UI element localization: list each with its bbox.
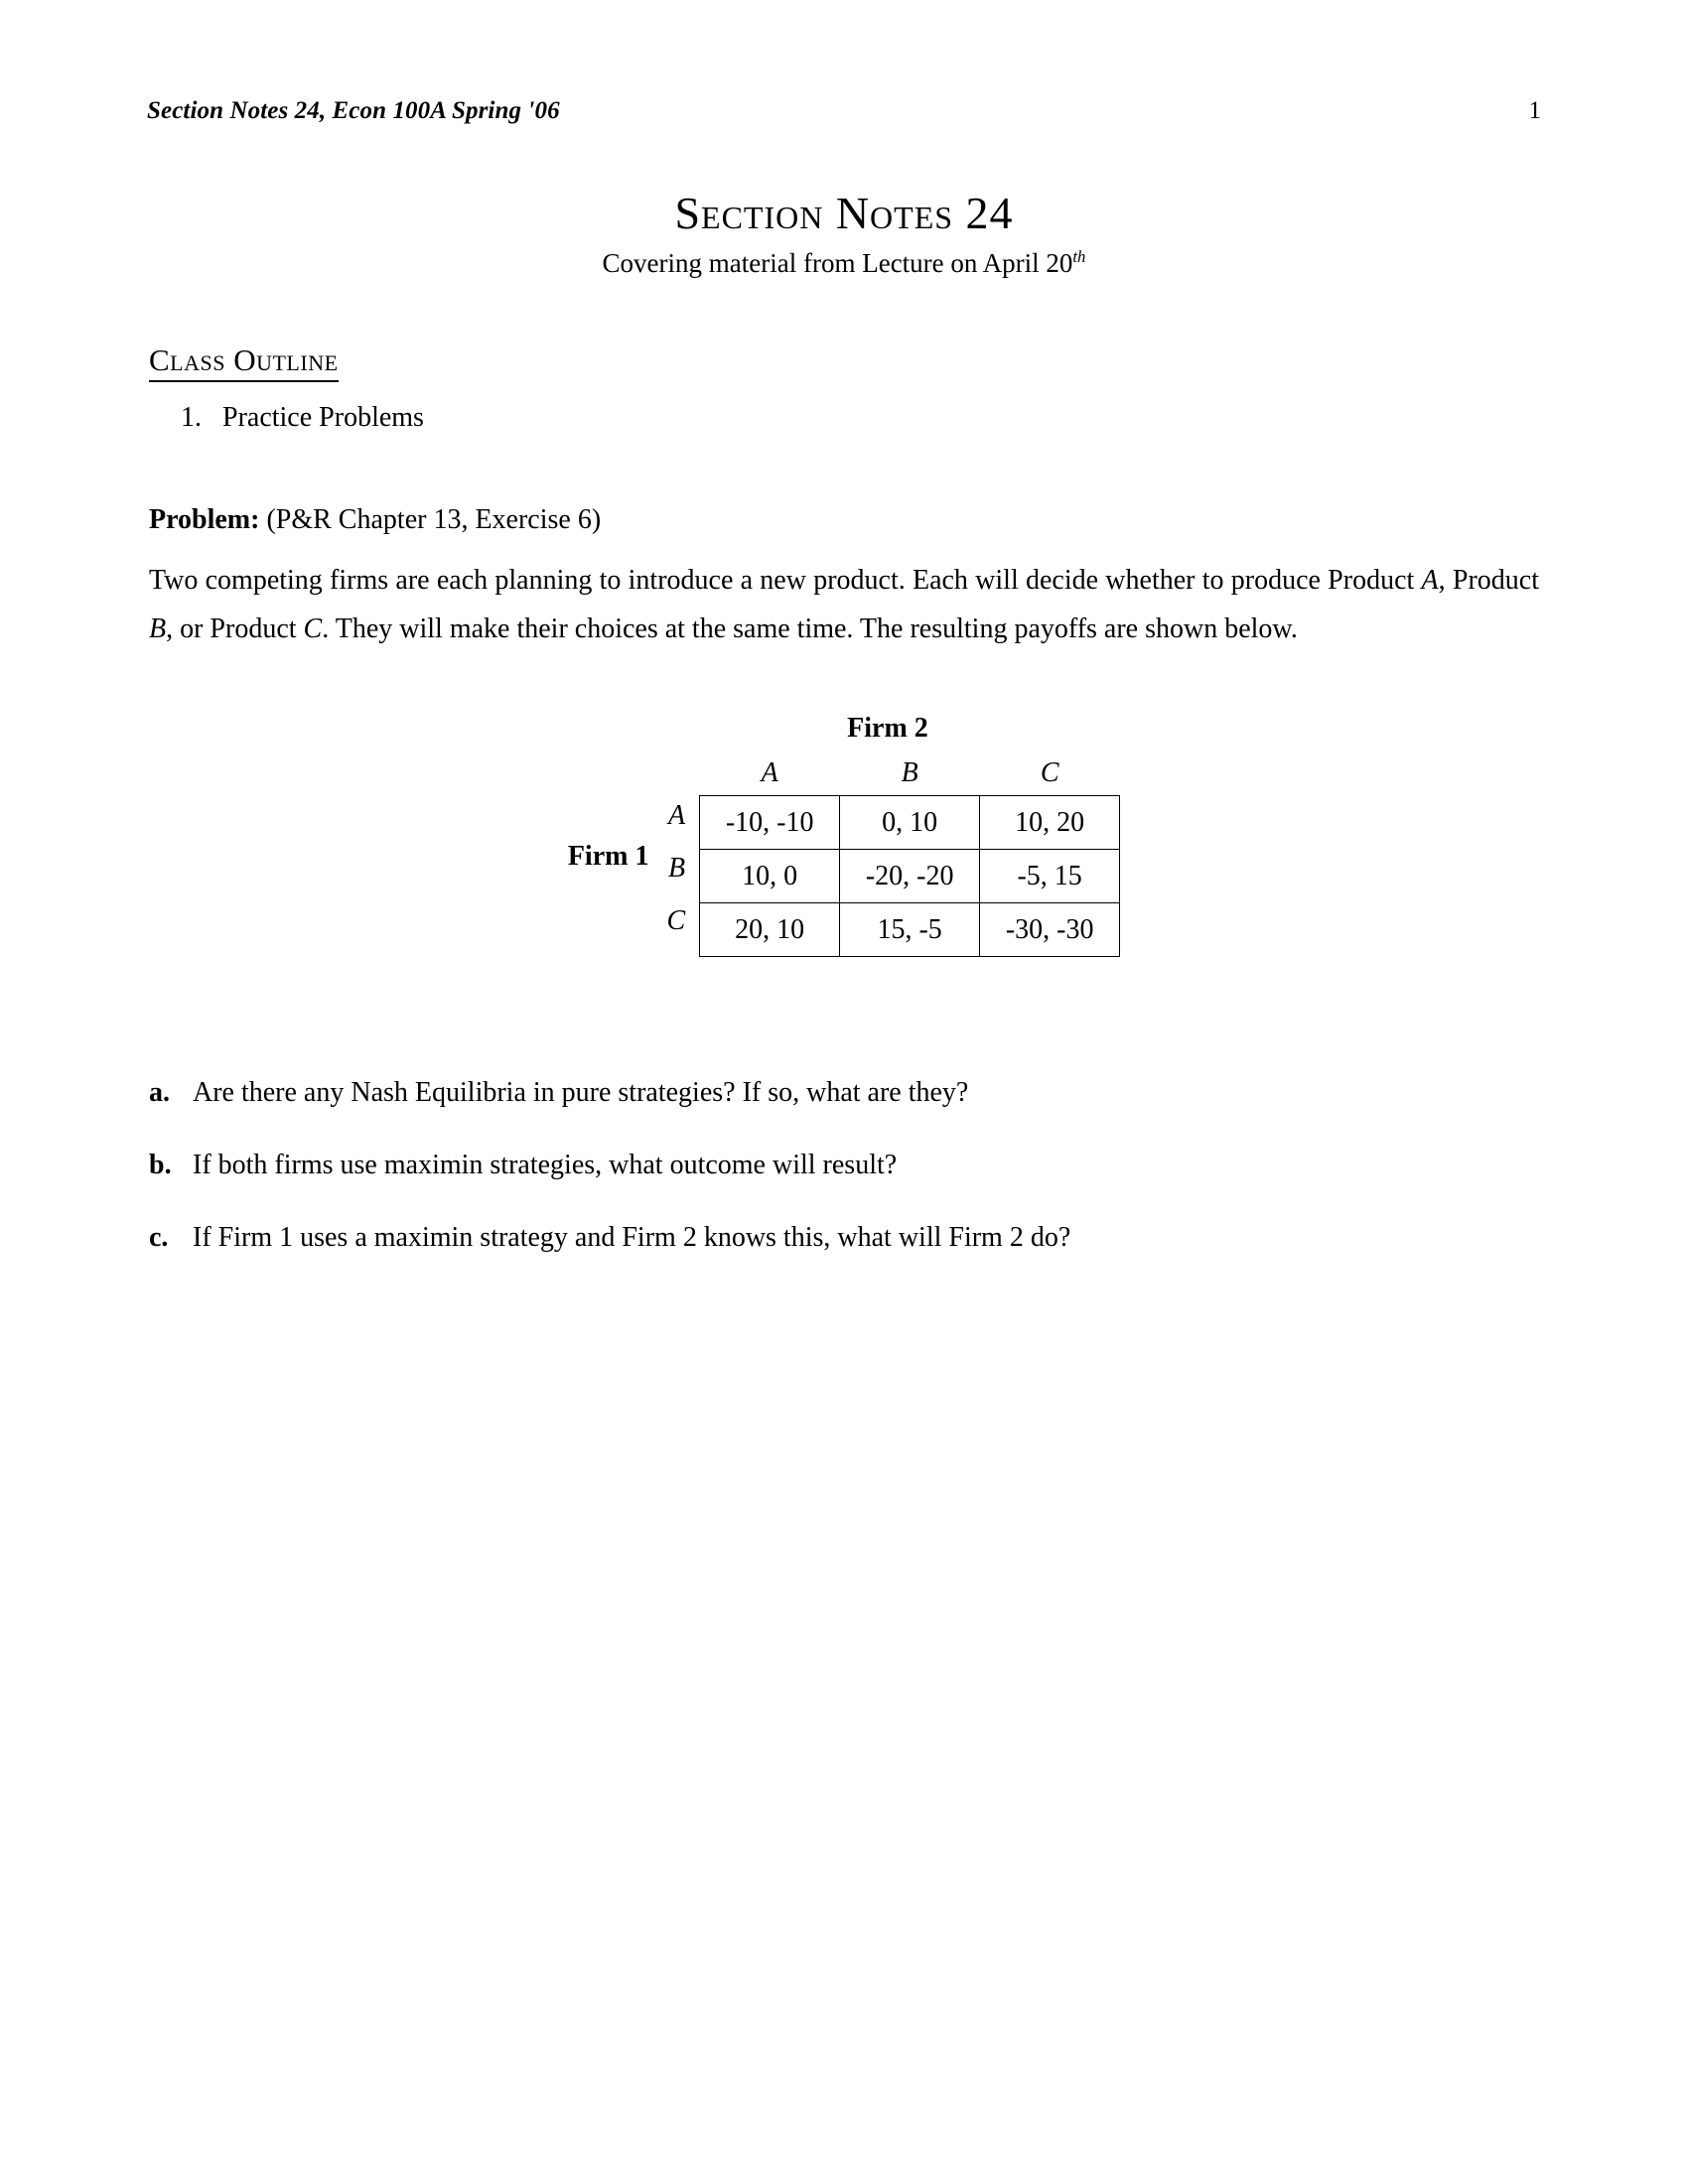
- column-header-b: B: [901, 756, 918, 788]
- column-player-label: Firm 2: [847, 713, 928, 744]
- question-list: [149, 1077, 1539, 1295]
- column-header-c: C: [1040, 756, 1059, 788]
- question-label-c: c.: [149, 1222, 169, 1253]
- problem-body-segment-2: , Product: [1438, 565, 1540, 596]
- product-c-italic: C: [303, 614, 323, 644]
- section-heading-class-outline: Class Outline: [149, 342, 339, 382]
- question-label-b: b.: [149, 1150, 172, 1180]
- payoff-cell-a-c: 10, 20: [980, 796, 1120, 850]
- payoff-matrix-grid: [568, 756, 1120, 957]
- question-item-b: [149, 1150, 1539, 1181]
- payoff-matrix-figure: [149, 713, 1539, 957]
- page-subtitle: [147, 248, 1541, 279]
- payoff-cell-c-b: 15, -5: [840, 903, 980, 957]
- problem-label: Problem:: [149, 504, 260, 535]
- page-title: Section Notes 24: [674, 188, 1014, 238]
- subtitle-ordinal-suffix: th: [1072, 247, 1086, 266]
- payoff-cell-c-c: -30, -30: [980, 903, 1120, 957]
- table-row: [700, 796, 1120, 850]
- question-text-b: If both firms use maximin strategies, what outcome will result?: [193, 1150, 898, 1180]
- running-header: [147, 97, 1541, 125]
- row-header-column: [666, 756, 699, 957]
- column-header-a: A: [761, 756, 778, 788]
- problem-body-paragraph: [149, 556, 1539, 653]
- table-header-row: [700, 756, 1120, 796]
- question-item-c: [149, 1222, 1539, 1254]
- running-header-title: Section Notes 24, Econ 100A Spring '06: [147, 97, 560, 124]
- payoff-matrix-inner: [568, 713, 1120, 957]
- table-row: [700, 903, 1120, 957]
- problem-body-segment-3: , or Product: [166, 614, 304, 644]
- payoff-cell-a-b: 0, 10: [840, 796, 980, 850]
- subtitle-text: Covering material from Lecture on April 20: [602, 248, 1073, 278]
- payoff-cell-b-b: -20, -20: [840, 850, 980, 903]
- payoff-cell-a-a: -10, -10: [700, 796, 840, 850]
- problem-heading: [149, 504, 601, 536]
- list-item-label: Practice Problems: [222, 402, 424, 433]
- payoff-cell-b-a: 10, 0: [700, 850, 840, 903]
- payoff-table: [699, 756, 1120, 957]
- row-player-label: Firm 1: [567, 841, 649, 872]
- question-item-a: [149, 1077, 1539, 1109]
- problem-citation: (P&R Chapter 13, Exercise 6): [266, 504, 602, 535]
- payoff-cell-c-a: 20, 10: [700, 903, 840, 957]
- question-label-a: a.: [149, 1077, 170, 1108]
- question-text-c: If Firm 1 uses a maximin strategy and Firm 2 knows this, what will Firm 2 do?: [193, 1222, 1071, 1253]
- list-item: [181, 402, 1142, 434]
- row-header-b: B: [668, 852, 686, 884]
- payoff-cell-b-c: -5, 15: [980, 850, 1120, 903]
- row-header-a: A: [668, 799, 686, 831]
- problem-body-segment-4: . They will make their choices at the same time. The resulting payoffs are shown below.: [322, 614, 1298, 644]
- product-b-italic: B: [149, 614, 167, 644]
- class-outline-list: [149, 402, 1142, 434]
- product-a-italic: A: [1421, 565, 1439, 596]
- question-text-a: Are there any Nash Equilibria in pure strategies? If so, what are they?: [193, 1077, 969, 1108]
- table-row: [700, 850, 1120, 903]
- problem-body-segment-1: Two competing firms are each planning to introduce a new product. Each will decide whether to produce Product: [149, 565, 1422, 596]
- row-header-c: C: [666, 904, 686, 936]
- page-number: 1: [1528, 97, 1541, 124]
- list-item-number: 1.: [181, 402, 202, 433]
